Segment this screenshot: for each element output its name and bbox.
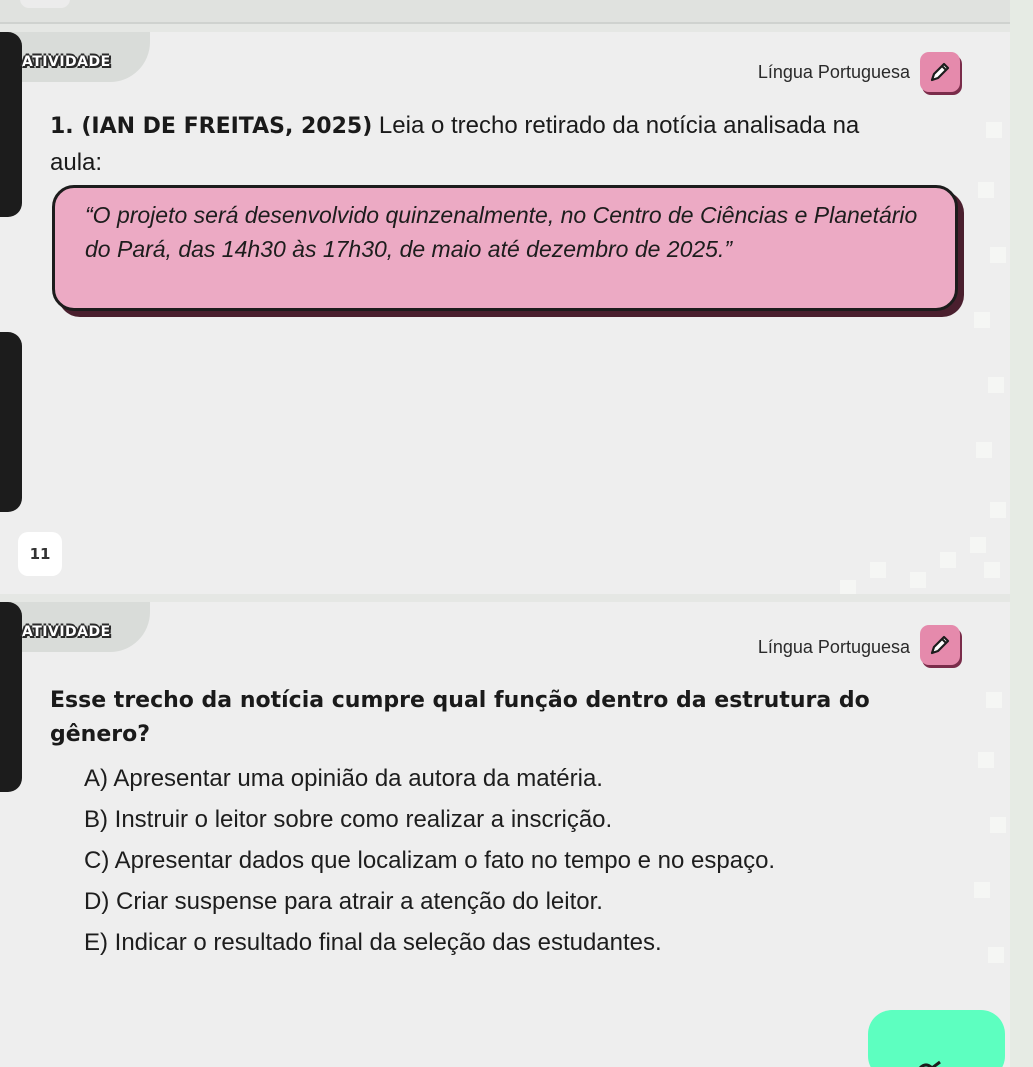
activity-badge: ATIVIDADE (22, 624, 111, 640)
edit-button[interactable] (920, 52, 960, 92)
question-text: Leia o trecho retirado da notícia analisada na aula: (50, 112, 860, 176)
option-c[interactable]: C) Apresentar dados que localizam o fato no tempo e no espaço. (84, 847, 776, 874)
option-d[interactable]: D) Criar suspense para atrair a atenção do leitor. (84, 888, 603, 915)
news-quote-text: “O projeto será desenvolvido quinzenalmente, no Centro de Ciências e Planetário do Pará, das 14h30 às 17h30, de maio até dezembro de 2025.” (85, 202, 918, 262)
check-icon (918, 1058, 948, 1067)
activity-badge: ATIVIDADE (22, 54, 111, 70)
subject-label: Língua Portuguesa (757, 62, 910, 82)
window-right-gutter (1010, 0, 1033, 1067)
option-b[interactable]: B) Instruir o leitor sobre como realizar a inscrição. (84, 806, 613, 833)
confirm-button[interactable] (868, 1010, 1005, 1067)
question-statement (50, 108, 910, 181)
question-prompt: Esse trecho da notícia cumpre qual função dentro da estrutura do gênero? (50, 688, 870, 747)
answer-options (84, 758, 964, 963)
subject-label: Língua Portuguesa (757, 637, 910, 657)
left-accent-bar (0, 602, 22, 792)
slide-question-options (0, 602, 1010, 1067)
previous-slide-strip (0, 0, 1033, 24)
option-e[interactable]: E) Indicar o resultado final da seleção das estudantes. (84, 929, 662, 956)
pencil-icon (927, 632, 953, 658)
slide-question-context (0, 32, 1010, 594)
pixel-decoration (970, 602, 1010, 1067)
news-quote-box (52, 185, 958, 311)
option-a[interactable]: A) Apresentar uma opinião da autora da matéria. (84, 765, 603, 792)
question-source: 1. (IAN DE FREITAS, 2025) (50, 114, 373, 139)
pencil-icon (927, 59, 953, 85)
pixel-decoration (970, 32, 1010, 594)
edit-button[interactable] (920, 625, 960, 665)
slide-edge-tab (20, 0, 70, 8)
left-accent-bar-lower (0, 332, 22, 512)
page-number: 11 (18, 532, 62, 576)
left-accent-bar (0, 32, 22, 217)
